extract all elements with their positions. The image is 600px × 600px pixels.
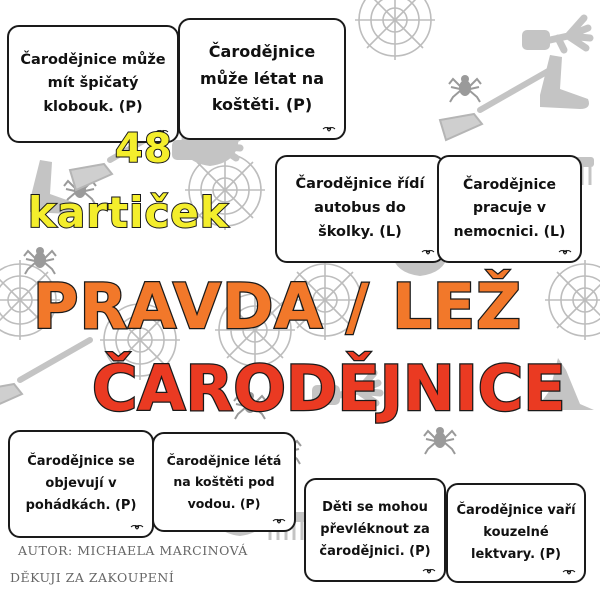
spiderweb-icon [545, 260, 600, 340]
heart-icon [562, 566, 576, 576]
title-line-1: PRAVDA / LEŽ [33, 270, 523, 343]
title-line-2: ČARODĚJNICE [92, 352, 566, 425]
spider-icon [449, 75, 481, 102]
heart-icon [130, 521, 144, 531]
heart-icon [421, 246, 435, 256]
heart-icon [272, 515, 286, 525]
broom-icon [440, 70, 550, 140]
spider-icon [424, 427, 456, 454]
statement-card-8: Čarodějnice vaří kouzelné lektvary. (P) [446, 483, 586, 583]
statement-card-4: Čarodějnice pracuje v nemocnici. (L) [437, 155, 582, 263]
witch-hand-icon [522, 18, 590, 50]
heart-icon [422, 565, 436, 575]
statement-card-7: Děti se mohou převléknout za čarodějnici. (P) [304, 478, 446, 582]
witch-boot-icon [540, 55, 589, 109]
statement-card-5: Čarodějnice se objevují v pohádkách. (P) [8, 430, 154, 538]
card-count-word: kartiček [28, 188, 229, 237]
card-count: 48 [115, 126, 173, 172]
heart-icon [322, 123, 336, 133]
statement-card-6: Čarodějnice létá na koštěti pod vodou. (P) [152, 432, 296, 532]
statement-card-3: Čarodějnice řídí autobus do školky. (L) [275, 155, 445, 263]
thanks-note: DĚKUJI ZA ZAKOUPENÍ [10, 570, 175, 585]
broom-icon [0, 340, 90, 410]
statement-card-2: Čarodějnice může létat na koštěti. (P) [178, 18, 346, 140]
spiderweb-icon [355, 0, 435, 60]
heart-icon [558, 246, 572, 256]
statement-card-1: Čarodějnice může mít špičatý klobouk. (P) [7, 25, 179, 143]
author-credit: AUTOR: MICHAELA MARCINOVÁ [18, 543, 248, 558]
